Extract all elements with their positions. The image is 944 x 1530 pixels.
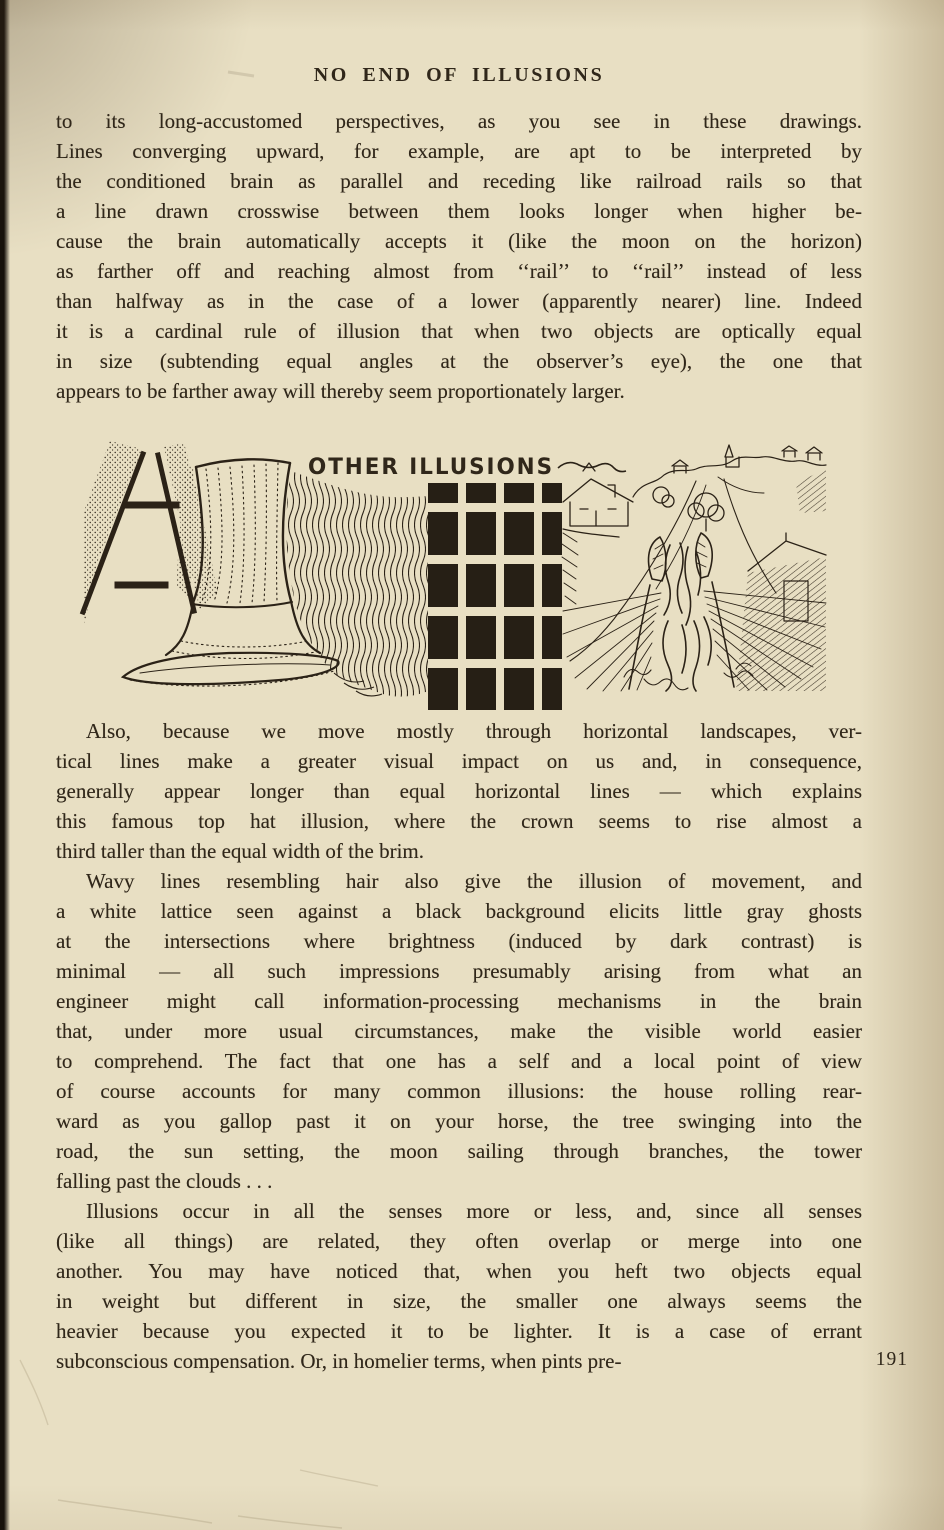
text-line: cause the brain automatically accepts it (like the moon on the horizon) <box>56 229 862 253</box>
text-line: appears to be farther away will thereby seem proportionately larger. <box>56 379 625 403</box>
text-line: the conditioned brain as parallel and receding like railroad rails so that <box>56 169 862 193</box>
text-line: minimal — all such impressions presumably arising from what an <box>56 959 862 983</box>
caption-flourish-line <box>558 463 626 472</box>
text-line: a white lattice seen against a black background elicits little gray ghosts <box>56 899 862 923</box>
text-line: to comprehend. The fact that one has a self and a local point of view <box>56 1049 862 1073</box>
landscape-from-horseback-drawing <box>562 445 826 691</box>
text-line: (like all things) are related, they often overlap or merge into one <box>56 1229 862 1253</box>
text-line: third taller than the equal width of the brim. <box>56 839 424 863</box>
paragraph <box>56 866 862 1196</box>
text-line: Wavy lines resembling hair also give the illusion of movement, and <box>86 869 862 893</box>
text-line: another. You may have noticed that, when you heft two objects equal <box>56 1259 862 1283</box>
text-line: heavier because you expected it to be lighter. It is a case of errant <box>56 1319 862 1343</box>
text-line: a line drawn crosswise between them looks longer when higher be- <box>56 199 862 223</box>
text-line: ward as you gallop past it on your horse, the tree swinging into the <box>56 1109 862 1133</box>
page-number: 191 <box>875 1349 908 1370</box>
paragraph <box>56 1196 862 1376</box>
text-line: Illusions occur in all the senses more or less, and, since all senses <box>86 1199 862 1223</box>
text-line: Lines converging upward, for example, are apt to be interpreted by <box>56 139 862 163</box>
illustration-caption: OTHER ILLUSIONS <box>308 455 554 480</box>
paragraph <box>56 106 862 406</box>
ponzo-converging-lines-drawing <box>83 441 218 626</box>
illustration-other-illusions <box>84 441 832 713</box>
text-line: it is a cardinal rule of illusion that when two objects are optically equal <box>56 319 862 343</box>
running-header: NO END OF ILLUSIONS <box>313 64 605 86</box>
lattice-grid-drawing <box>428 483 562 710</box>
text-line: road, the sun setting, the moon sailing through branches, the tower <box>56 1139 862 1163</box>
wavy-hair-lines-drawing <box>286 471 428 697</box>
paragraph <box>56 716 862 866</box>
text-line: engineer might call information-processing mechanisms in the brain <box>56 989 862 1013</box>
text-line: falling past the clouds . . . <box>56 1169 273 1193</box>
text-line: Also, because we move mostly through horizontal landscapes, ver- <box>86 719 862 743</box>
text-line: at the intersections where brightness (induced by dark contrast) is <box>56 929 862 953</box>
text-line: to its long-accustomed perspectives, as you see in these drawings. <box>56 109 862 133</box>
text-line: in size (subtending equal angles at the observer’s eye), the one that <box>56 349 862 373</box>
text-line: in weight but different in size, the smaller one always seems the <box>56 1289 862 1313</box>
text-line: subconscious compensation. Or, in homelier terms, when pints pre- <box>56 1349 622 1373</box>
text-line: tical lines make a greater visual impact on us and, in consequence, <box>56 749 862 773</box>
text-line: that, under more usual circumstances, make the visible world easier <box>56 1019 862 1043</box>
text-line: than halfway as in the case of a lower (apparently nearer) line. Indeed <box>56 289 862 313</box>
text-line: this famous top hat illusion, where the crown seems to rise almost a <box>56 809 862 833</box>
text-line: generally appear longer than equal horizontal lines — which explains <box>56 779 862 803</box>
text-line: of course accounts for many common illusions: the house rolling rear- <box>56 1079 862 1103</box>
text-line: as farther off and reaching almost from ‘‘rail’’ to ‘‘rail’’ instead of less <box>56 259 862 283</box>
